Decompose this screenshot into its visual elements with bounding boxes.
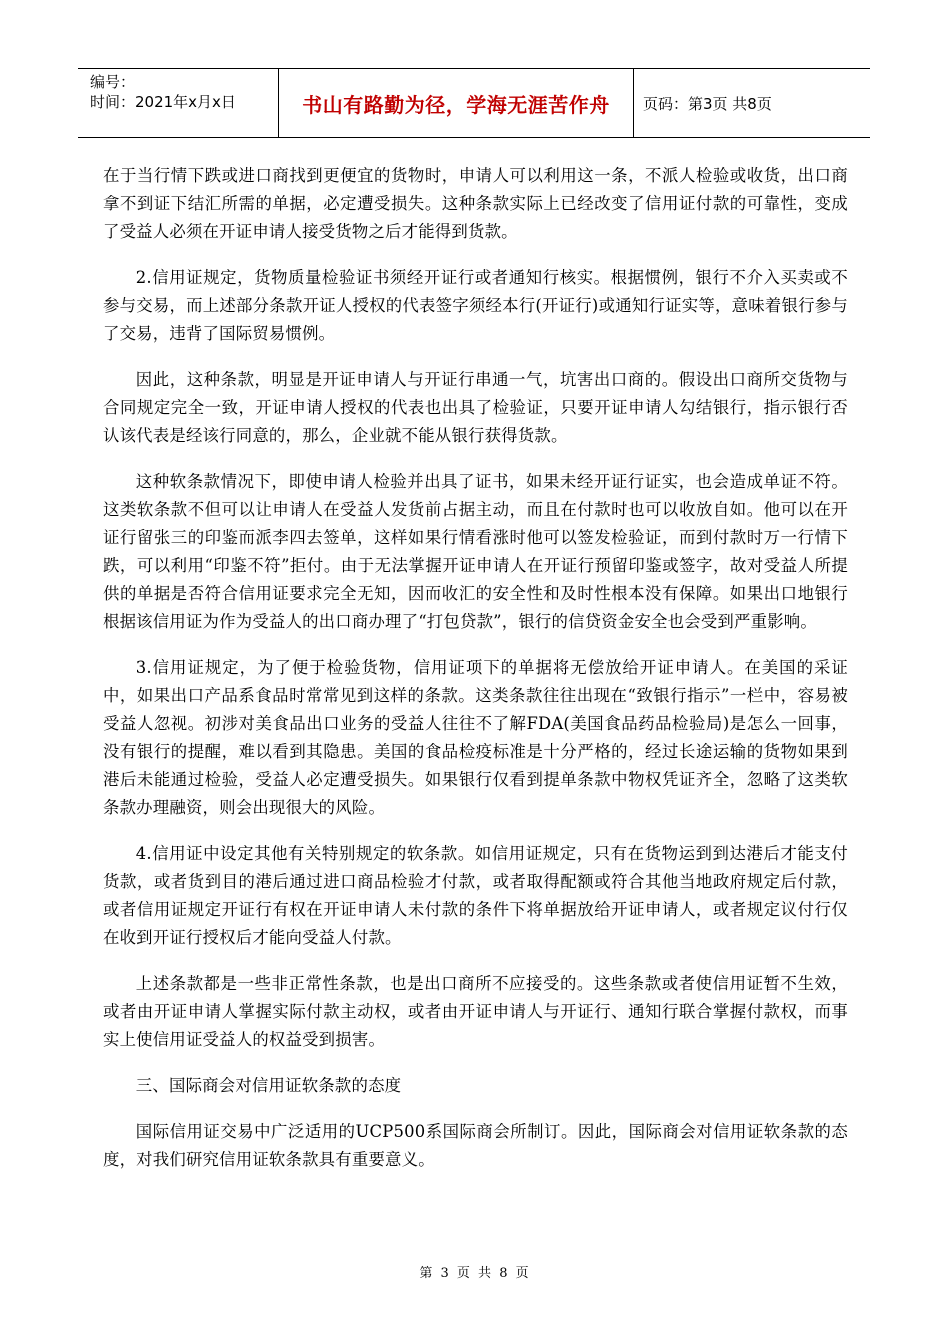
body-paragraph: 因此，这种条款，明显是开证申请人与开证行串通一气，坑害出口商的。假设出口商所交货物与合同规定完全一致，开证申请人授权的代表也出具了检验证，只要开证申请人勾结银行，指示银行否认该代表是经该行同意的，那么，企业就不能从银行获得货款。 (103, 370, 848, 445)
header-meta-cell (78, 69, 279, 137)
header-table (78, 68, 870, 138)
body-paragraph: 国际信用证交易中广泛适用的UCP500系国际商会所制订。因此，国际商会对信用证软条款的态度，对我们研究信用证软条款具有重要意义。 (103, 1122, 848, 1169)
header-motto-cell (279, 69, 634, 137)
document-number-label: 编号： (90, 73, 136, 91)
body-paragraph: 3.信用证规定，为了便于检验货物，信用证项下的单据将无偿放给开证申请人。在美国的采证中，如果出口产品系食品时常常见到这样的条款。这类条款往往出现在“致银行指示”一栏中，容易被受益人忽视。初涉对美食品出口业务的受益人往往不了解FDA(美国食品药品检验局)是怎么一回事，没有银行的提醒，难以看到其隐患。美国的食品检疫标准是十分严格的，经过长途运输的货物如果到港后未能通过检验，受益人必定遭受损失。如果银行仅看到提单条款中物权凭证齐全，忽略了这类软条款办理融资，则会出现很大的风险。 (103, 658, 848, 817)
header-motto: 书山有路勤为径，学海无涯苦作舟 (302, 92, 610, 117)
body-paragraph: 在于当行情下跌或进口商找到更便宜的货物时，申请人可以利用这一条，不派人检验或收货，出口商拿不到证下结汇所需的单据，必定遭受损失。这种条款实际上已经改变了信用证付款的可靠性，变成了受益人必须在开证申请人接受货物之后才能得到货款。 (103, 166, 848, 241)
body-paragraph: 4.信用证中设定其他有关特别规定的软条款。如信用证规定，只有在货物运到到达港后才能支付货款，或者货到目的港后通过进口商品检验才付款，或者取得配额或符合其他当地政府规定后付款，或者信用证规定开证行有权在开证申请人未付款的条件下将单据放给开证申请人，或者规定议付行仅在收到开证行授权后才能向受益人付款。 (103, 844, 848, 947)
body-paragraph: 2.信用证规定，货物质量检验证书须经开证行或者通知行核实。根据惯例，银行不介入买卖或不参与交易，而上述部分条款开证人授权的代表签字须经本行(开证行)或通知行证实等，意味着银行参与了交易，违背了国际贸易惯例。 (103, 268, 848, 343)
header-page-info: 页码：第3页 共8页 (643, 94, 772, 113)
section-heading: 三、国际商会对信用证软条款的态度 (135, 1076, 402, 1095)
body-paragraph: 上述条款都是一些非正常性条款，也是出口商所不应接受的。这些条款或者使信用证暂不生效，或者由开证申请人掌握实际付款主动权，或者由开证申请人与开证行、通知行联合掌握付款权，而事实上使信用证受益人的权益受到损害。 (103, 974, 848, 1049)
page-footer: 第 3 页 共 8 页 (419, 1266, 531, 1281)
document-body (103, 162, 848, 1192)
document-time-label: 时间：2021年x月x日 (90, 93, 236, 111)
body-paragraph: 这种软条款情况下，即使申请人检验并出具了证书，如果未经开证行证实，也会造成单证不符。这类软条款不但可以让申请人在受益人发货前占据主动，而且在付款时也可以收放自如。他可以在开证行留张三的印鉴而派李四去签单，这样如果行情看涨时他可以签发检验证，而到付款时万一行情下跌，可以利用“印鉴不符”拒付。由于无法掌握开证申请人在开证行预留印鉴或签字，故对受益人所提供的单据是否符合信用证要求完全无知，因而收汇的安全性和及时性根本没有保障。如果出口地银行根据该信用证为作为受益人的出口商办理了“打包贷款”，银行的信贷资金安全也会受到严重影响。 (103, 472, 848, 631)
header-page-cell (634, 69, 870, 137)
